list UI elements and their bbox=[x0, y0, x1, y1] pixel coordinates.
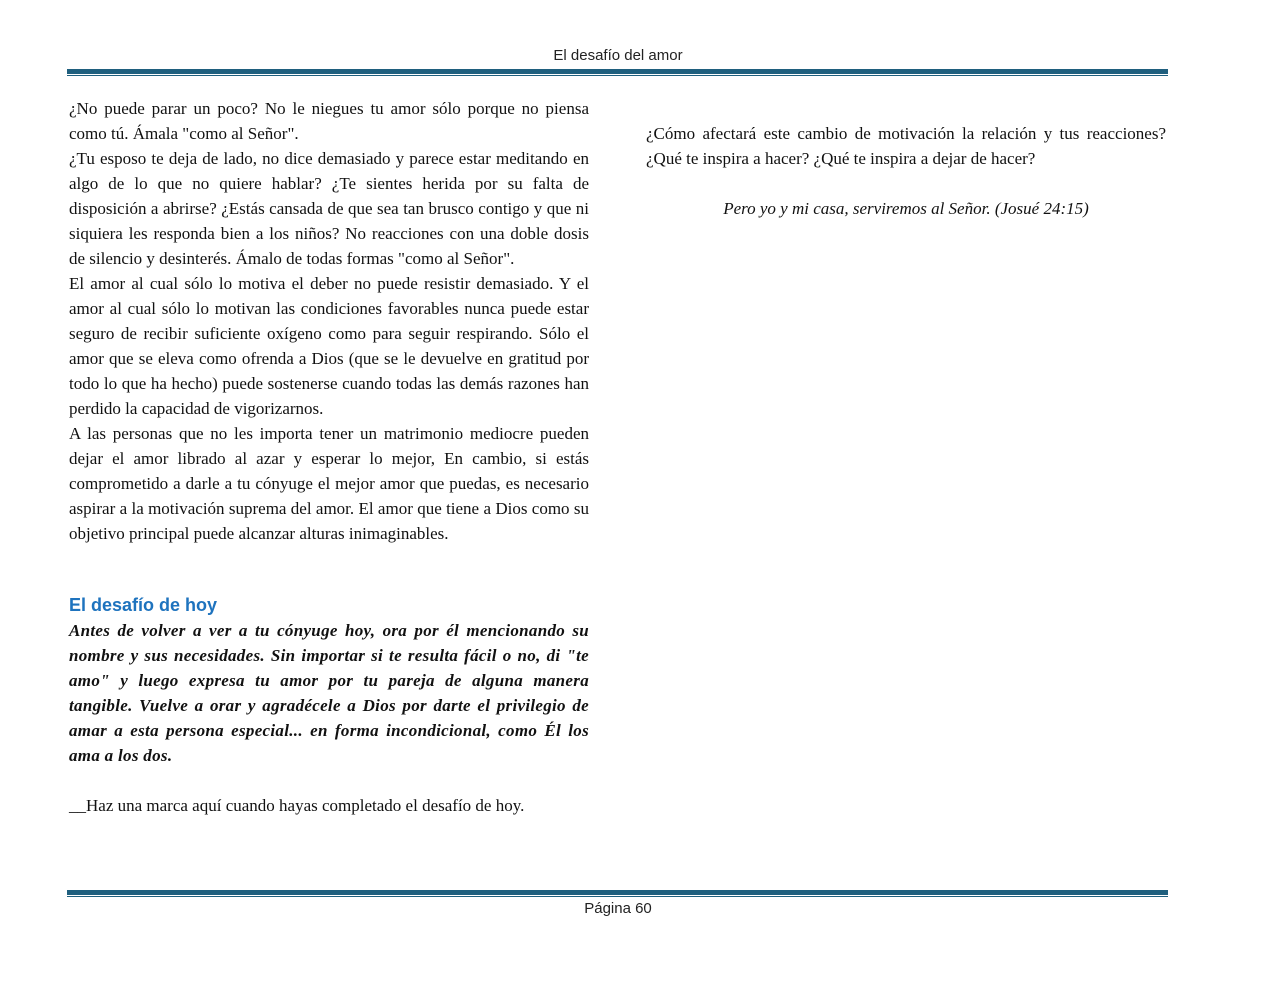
body-paragraph: ¿Cómo afectará este cambio de motivación la relación y tus reacciones? ¿Qué te inspira a hacer? ¿Qué te inspira a dejar de hacer? bbox=[646, 124, 1166, 168]
body-paragraph: A las personas que no les importa tener un matrimonio mediocre pueden dejar el amor librado al azar y esperar lo mejor, En cambio, si estás comprometido a darle a tu cónyuge el mejor amor que puedas, es necesario aspirar a la motivación suprema del amor. El amor que tiene a Dios como su objetivo principal puede alcanzar alturas inimaginables. bbox=[69, 424, 589, 543]
header-rule bbox=[67, 69, 1168, 76]
scripture-quote: Pero yo y mi casa, serviremos al Señor. (Josué 24:15) bbox=[723, 199, 1089, 218]
page-header-title: El desafío del amor bbox=[553, 47, 683, 64]
body-paragraph: El amor al cual sólo lo motiva el deber no puede resistir demasiado. Y el amor al cual sólo lo motivan las condiciones favorables nunca puede estar seguro de recibir suficiente oxígeno como para seguir respirando. Sólo el amor que se eleva como ofrenda a Dios (que se le devuelve en gratitud por todo lo que ha hecho) puede sostenerse cuando todas las demás razones han perdido la capacidad de vigorizarnos. bbox=[69, 274, 589, 418]
page-number: Página 60 bbox=[584, 900, 652, 917]
challenge-heading: El desafío de hoy bbox=[69, 595, 218, 615]
footer-rule bbox=[67, 890, 1168, 897]
challenge-text: Antes de volver a ver a tu cónyuge hoy, ora por él mencionando su nombre y sus necesidades. Sin importar si te resulta fácil o no, di "te amo" y luego expresa tu amor por tu pareja de alguna manera tangible. Vuelve a orar y agradécele a Dios por darte el privilegio de amar a esta persona especial... en forma incondicional, como Él los ama a los dos. bbox=[69, 621, 589, 765]
body-paragraph: ¿Tu esposo te deja de lado, no dice demasiado y parece estar meditando en algo de lo que no quiere hablar? ¿Te sientes herida por su falta de disposición a abrirse? ¿Estás cansada de que sea tan brusco contigo y que ni siquiera les responda bien a los niños? No reacciones con una doble dosis de silencio y desinterés. Ámalo de todas formas "como al Señor". bbox=[69, 149, 589, 268]
right-column bbox=[646, 121, 1166, 221]
body-paragraph: ¿No puede parar un poco? No le niegues tu amor sólo porque no piensa como tú. Ámala "como al Señor". bbox=[69, 99, 589, 143]
left-column bbox=[69, 96, 589, 818]
checkmark-line: __Haz una marca aquí cuando hayas completado el desafío de hoy. bbox=[69, 796, 525, 815]
